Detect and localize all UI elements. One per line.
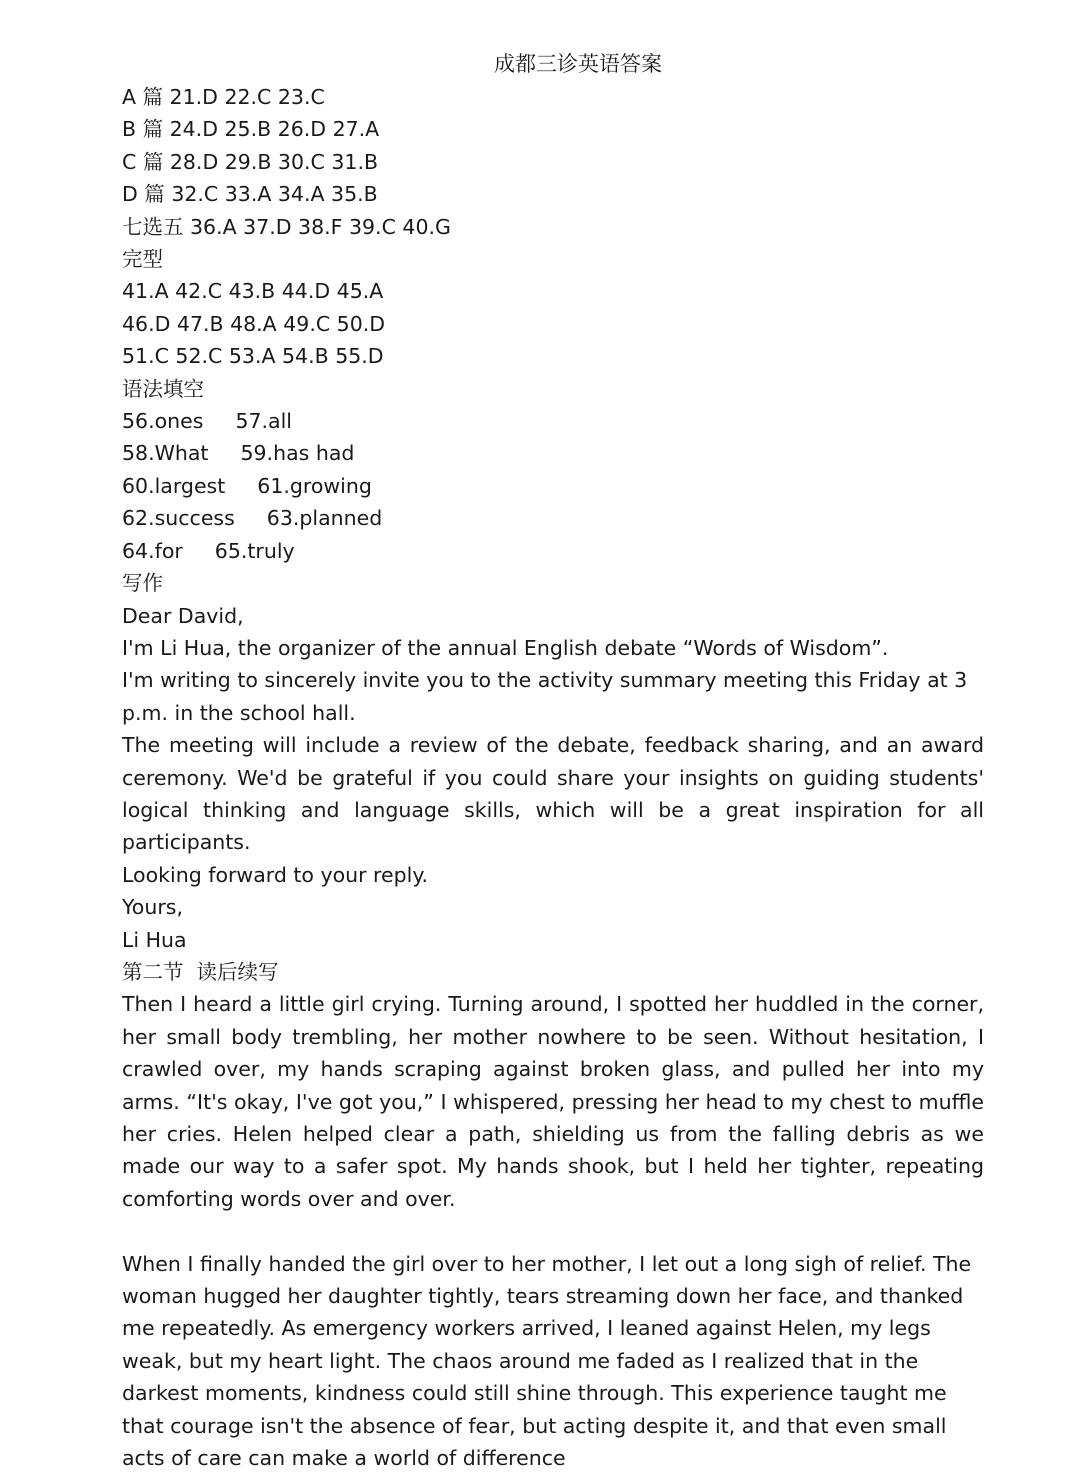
paragraph-spacer	[122, 1215, 984, 1247]
grammar-answer: 62.success	[122, 506, 235, 531]
cloze-row: 46.D 47.B 48.A 49.C 50.D	[122, 311, 386, 336]
letter-intro-line: I'm Li Hua, the organizer of the annual English debate “Words of Wisdom”.	[122, 635, 889, 660]
grammar-answer: 63.planned	[266, 506, 383, 531]
writing-heading: 写作	[122, 571, 163, 596]
grammar-answer: 57.all	[235, 409, 292, 434]
grammar-row	[122, 437, 984, 469]
answers-passage-a: A 篇 21.D 22.C 23.C	[122, 85, 325, 109]
grammar-row	[122, 535, 984, 567]
grammar-answer: 56.ones	[122, 409, 204, 434]
grammar-row	[122, 470, 984, 502]
continuation-paragraph: Then I heard a little girl crying. Turning around, I spotted her huddled in the corner, her small body trembling, her mother nowhere to be seen. Without hesitation, I crawled over, my hands scraping against broken glass, and pulled her into my arms. “It's okay, I've got you,” I whispered, pressing her head to my chest to muffle her cries. Helen helped clear a path, shielding us from the falling debris as we made our way to a safer spot. My hands shook, but I held her tighter, repeating comforting words over and over.	[122, 992, 984, 1211]
grammar-answer: 58.What	[122, 441, 209, 466]
letter-paragraph: The meeting will include a review of the debate, feedback sharing, and an award ceremony. We'd be grateful if you could share your insights on guiding students' logical thinking and language skills, which will be a great inspiration for all participants.	[122, 733, 984, 855]
answers-passage-d: D 篇 32.C 33.A 34.A 35.B	[122, 182, 378, 207]
grammar-row	[122, 502, 984, 534]
letter-paragraph: I'm writing to sincerely invite you to the activity summary meeting this Friday at 3 p.m. in the school hall.	[122, 668, 968, 725]
continuation-paragraph: When I finally handed the girl over to her mother, I let out a long sigh of relief. The woman hugged her daughter tightly, tears streaming down her face, and thanked me repeatedly. As emergency workers arrived, I leaned against Helen, my legs weak, but my heart light. The chaos around me faded as I realized that in the darkest moments, kindness could still shine through. This experience taught me that courage isn't the absence of fear, but acting despite it, and that even small acts of care can make a world of difference	[122, 1251, 972, 1471]
cloze-heading: 完型	[122, 247, 163, 272]
answers-passage-b: B 篇 24.D 25.B 26.D 27.A	[122, 117, 380, 142]
answers-seven-choose-five: 七选五 36.A 37.D 38.F 39.C 40.G	[122, 214, 451, 239]
grammar-answer: 60.largest	[122, 473, 226, 498]
grammar-row	[122, 405, 984, 437]
answers-passage-c: C 篇 28.D 29.B 30.C 31.B	[122, 149, 379, 174]
grammar-heading: 语法填空	[122, 376, 204, 401]
grammar-answer: 65.truly	[214, 538, 295, 563]
cloze-row: 41.A 42.C 43.B 44.D 45.A	[122, 279, 384, 304]
letter-closing-line: Looking forward to your reply.	[122, 862, 429, 887]
grammar-answer: 59.has had	[240, 441, 355, 466]
cloze-row: 51.C 52.C 53.A 54.B 55.D	[122, 344, 384, 369]
document-title: 成都三诊英语答案	[494, 52, 662, 76]
grammar-answer: 64.for	[122, 538, 183, 563]
letter-greeting: Dear David,	[122, 603, 244, 628]
document-body	[122, 81, 984, 1474]
letter-signoff: Yours,	[122, 895, 183, 920]
continuation-heading: 第二节 读后续写	[122, 959, 279, 984]
grammar-answer: 61.growing	[257, 473, 372, 498]
letter-signature: Li Hua	[122, 927, 187, 952]
